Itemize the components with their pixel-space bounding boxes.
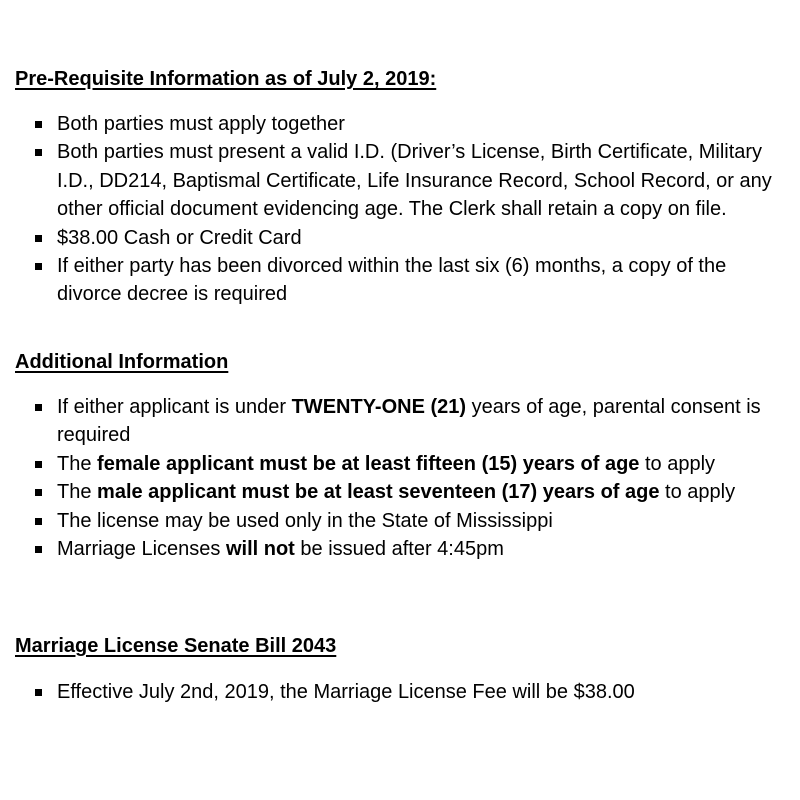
bullet-square-icon bbox=[35, 689, 42, 696]
section-heading-prerequisite: Pre-Requisite Information as of July 2, 2019: bbox=[15, 68, 437, 90]
item-text: Effective July 2nd, 2019, the Marriage License Fee will be $38.00 bbox=[57, 681, 635, 703]
list-item bbox=[0, 138, 800, 223]
list-item bbox=[0, 478, 800, 506]
item-text-pre: Marriage Licenses bbox=[57, 538, 226, 561]
item-text: Both parties must present a valid I.D. (Driver’s License, Birth Certificate, Military I.D., DD214, Baptismal Certificate, Life Insurance Record, School Record, or any other official document evidencing age. The Clerk shall retain a copy on file. bbox=[57, 141, 772, 221]
item-text-pre: If either applicant is under bbox=[57, 396, 292, 418]
section-heading-additional: Additional Information bbox=[15, 351, 229, 373]
item-text-bold: male applicant must be at least seventeen (17) years of age bbox=[97, 481, 660, 504]
item-text: Both parties must apply together bbox=[57, 113, 345, 135]
item-text-post: years of age, parental consent is required bbox=[57, 396, 761, 447]
prerequisite-list bbox=[0, 110, 800, 309]
item-text-post: to apply bbox=[659, 481, 736, 504]
item-text-bold: TWENTY-ONE (21) bbox=[291, 396, 467, 418]
item-text-bold: female applicant must be at least fifteen (15) years of age bbox=[97, 452, 640, 475]
item-text-bold: will not bbox=[225, 538, 295, 561]
bullet-square-icon bbox=[35, 546, 42, 553]
list-item bbox=[0, 393, 800, 450]
item-text-pre: The bbox=[57, 452, 98, 475]
item-text-post: be issued after 4:45pm bbox=[294, 538, 504, 561]
list-item bbox=[0, 450, 800, 478]
bullet-square-icon bbox=[35, 235, 42, 242]
bullet-square-icon bbox=[35, 518, 42, 525]
item-text: $38.00 Cash or Credit Card bbox=[57, 226, 302, 249]
bullet-square-icon bbox=[35, 404, 42, 411]
additional-info-list bbox=[0, 393, 800, 563]
list-item bbox=[0, 224, 800, 252]
list-item bbox=[0, 507, 800, 535]
list-item bbox=[0, 110, 800, 138]
bullet-square-icon bbox=[35, 263, 42, 270]
bullet-square-icon bbox=[35, 121, 42, 128]
list-item bbox=[0, 678, 800, 706]
bullet-square-icon bbox=[35, 489, 42, 496]
item-text-pre: The bbox=[57, 481, 98, 504]
bullet-square-icon bbox=[35, 461, 42, 468]
item-text: The license may be used only in the State of Mississippi bbox=[57, 509, 553, 532]
item-text: If either party has been divorced within the last six (6) months, a copy of the divorce decree is required bbox=[57, 255, 727, 306]
senate-bill-list bbox=[0, 678, 800, 706]
section-heading-senate-bill: Marriage License Senate Bill 2043 bbox=[15, 635, 337, 657]
list-item bbox=[0, 252, 800, 309]
bullet-square-icon bbox=[35, 149, 42, 156]
list-item bbox=[0, 535, 800, 563]
item-text-post: to apply bbox=[639, 452, 716, 475]
